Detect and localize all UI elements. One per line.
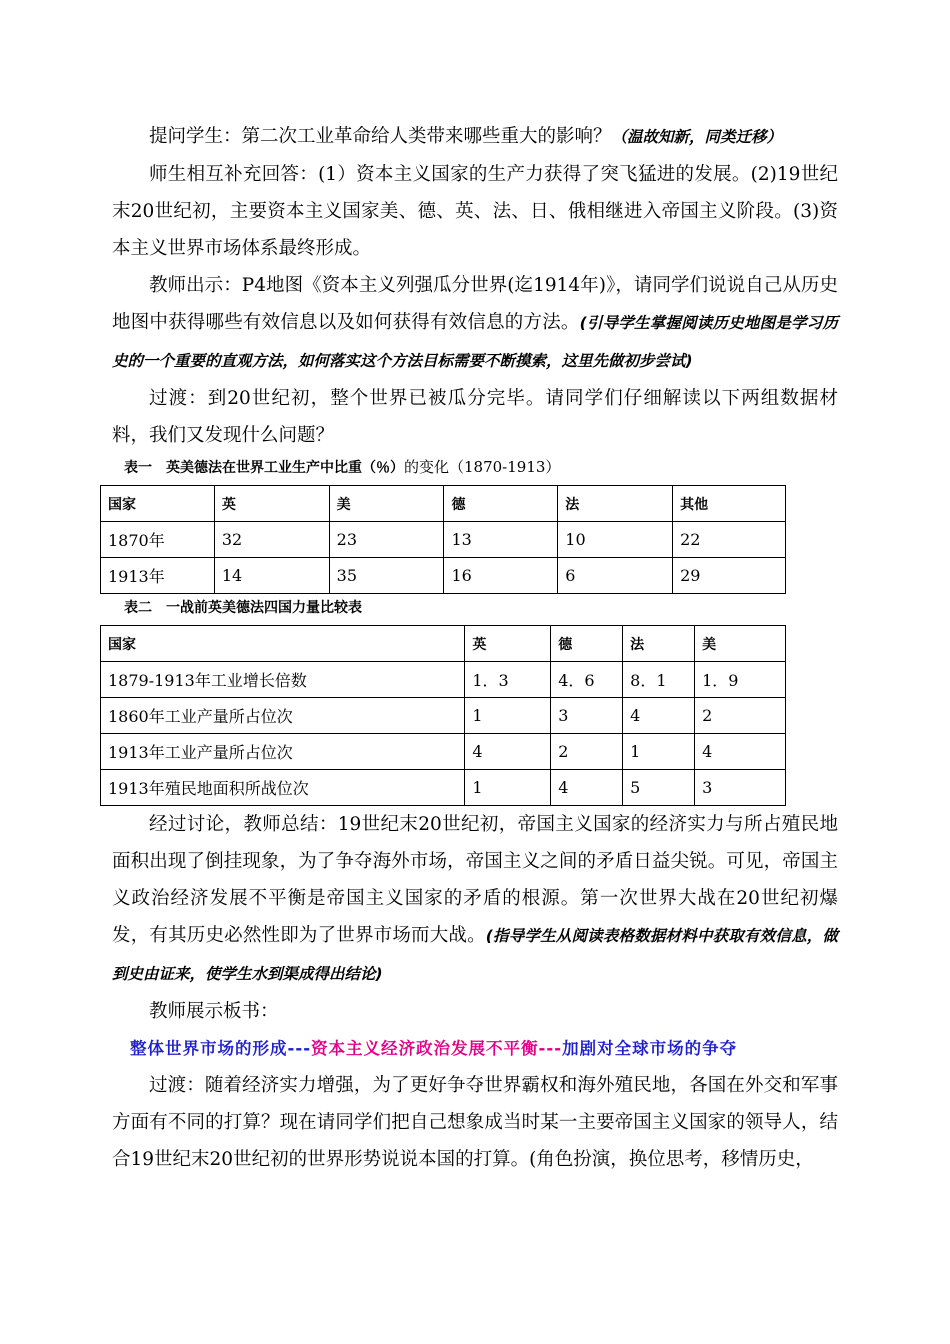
question-note: （温故知新，同类迁移）	[611, 128, 783, 146]
paragraph-transition-1: 过渡：到20世纪初，整个世界已被瓜分完毕。请同学们仔细解读以下两组数据材料，我们又发现什么问题？	[112, 388, 838, 446]
table1-caption-bold: 表一 英美德法在世界工业生产中比重（％）	[124, 460, 404, 476]
table1-cell: 10	[558, 522, 673, 558]
table2-cell: 4	[695, 734, 786, 770]
table2-row	[101, 734, 786, 770]
table2-header-cell: 英	[465, 626, 551, 662]
table2-cell: 1．3	[465, 662, 551, 698]
table1-header-cell: 国家	[101, 486, 215, 522]
table2-row	[101, 770, 786, 806]
table1-cell: 32	[214, 522, 329, 558]
table1-cell: 1870年	[101, 522, 215, 558]
table1-cell: 16	[444, 558, 558, 594]
table1-caption	[112, 456, 838, 479]
table2-header-cell: 美	[695, 626, 786, 662]
table1-cell: 35	[329, 558, 444, 594]
table2-row	[101, 662, 786, 698]
summary-text: 经过讨论，教师总结：19世纪末20世纪初，帝国主义国家的经济实力与所占殖民地面积出现了倒挂现象，为了争夺海外市场，帝国主义之间的矛盾日益尖锐。可见，帝国主义政治经济发展不平衡是帝国主义国家的矛盾的根源。第一次世界大战在20世纪初爆发，有其历史必然性即为了世界市场而大战。	[112, 814, 838, 946]
table2-cell: 1	[465, 698, 551, 734]
table2-cell: 4．6	[551, 662, 623, 698]
table1-cell: 22	[673, 522, 786, 558]
table2	[100, 625, 786, 806]
table2-cell: 1	[465, 770, 551, 806]
table2-cell: 1	[623, 734, 695, 770]
table1-header-cell: 英	[214, 486, 329, 522]
table1	[100, 485, 786, 594]
map-note: (引导学生掌握阅读历史地图是学习历史的一个重要的直观方法，如何落实这个方法目标需要不断摸索，这里先做初步尝试)	[112, 314, 838, 370]
table1-cell: 1913年	[101, 558, 215, 594]
table2-row-label: 1860年工业产量所占位次	[101, 698, 465, 734]
table1-cell: 14	[214, 558, 329, 594]
paragraph-map	[112, 267, 838, 380]
board-part-2: 资本主义经济政治发展不平衡---	[311, 1039, 563, 1058]
table2-row-label: 1913年工业产量所占位次	[101, 734, 465, 770]
table2-cell: 2	[695, 698, 786, 734]
table2-header-row	[101, 626, 786, 662]
table1-header-cell: 美	[329, 486, 444, 522]
table2-caption	[112, 596, 838, 619]
board-part-3: 加剧对全球市场的争夺	[562, 1039, 738, 1058]
table1-cell: 6	[558, 558, 673, 594]
table2-cell: 1．9	[695, 662, 786, 698]
table1-caption-rest: 的变化（1870-1913）	[404, 458, 561, 476]
table2-header-cell: 法	[623, 626, 695, 662]
table2-caption-bold: 表二 一战前英美德法四国力量比较表	[124, 600, 362, 616]
board-part-1: 整体世界市场的形成---	[130, 1039, 312, 1058]
document-page	[108, 118, 838, 1178]
table2-cell: 3	[695, 770, 786, 806]
table1-header-cell: 其他	[673, 486, 786, 522]
table1-header-cell: 法	[558, 486, 673, 522]
question-text: 提问学生：第二次工业革命给人类带来哪些重大的影响？	[149, 126, 612, 147]
paragraph-transition-2: 过渡：随着经济实力增强，为了更好争夺世界霸权和海外殖民地，各国在外交和军事方面有不同的打算？现在请同学们把自己想象成当时某一主要帝国主义国家的领导人，结合19世纪末20世纪初的世界形势说说本国的打算。(角色扮演，换位思考，移情历史，	[112, 1075, 838, 1170]
table2-cell: 4	[465, 734, 551, 770]
paragraph-answer: 师生相互补充回答：(1）资本主义国家的生产力获得了突飞猛进的发展。(2)19世纪末20世纪初，主要资本主义国家美、德、英、法、日、俄相继进入帝国主义阶段。(3)资本主义世界市场体系最终形成。	[112, 164, 838, 259]
table2-cell: 8．1	[623, 662, 695, 698]
table2-cell: 4	[623, 698, 695, 734]
table2-row-label: 1913年殖民地面积所战位次	[101, 770, 465, 806]
table2-cell: 5	[623, 770, 695, 806]
table1-cell: 23	[329, 522, 444, 558]
table2-row	[101, 698, 786, 734]
map-text: 教师出示：P4地图《资本主义列强瓜分世界(迄1914年)》，请同学们说说自己从历史地图中获得哪些有效信息以及如何获得有效信息的方法。	[112, 275, 838, 333]
table1-header-row	[101, 486, 786, 522]
table2-header-cell: 德	[551, 626, 623, 662]
table1-header-cell: 德	[444, 486, 558, 522]
summary-note: (指导学生从阅读表格数据材料中获取有效信息，做到史由证来，使学生水到渠成得出结论)	[112, 927, 838, 983]
table1-row	[101, 522, 786, 558]
table1-cell: 13	[444, 522, 558, 558]
paragraph-summary	[112, 806, 838, 993]
table1-cell: 29	[673, 558, 786, 594]
table2-cell: 4	[551, 770, 623, 806]
table2-cell: 2	[551, 734, 623, 770]
paragraph-question	[112, 118, 838, 156]
table2-cell: 3	[551, 698, 623, 734]
table2-header-cell: 国家	[101, 626, 465, 662]
table1-row	[101, 558, 786, 594]
blackboard-summary	[112, 1030, 838, 1067]
paragraph-board-intro: 教师展示板书：	[149, 1001, 279, 1022]
table2-row-label: 1879-1913年工业增长倍数	[101, 662, 465, 698]
